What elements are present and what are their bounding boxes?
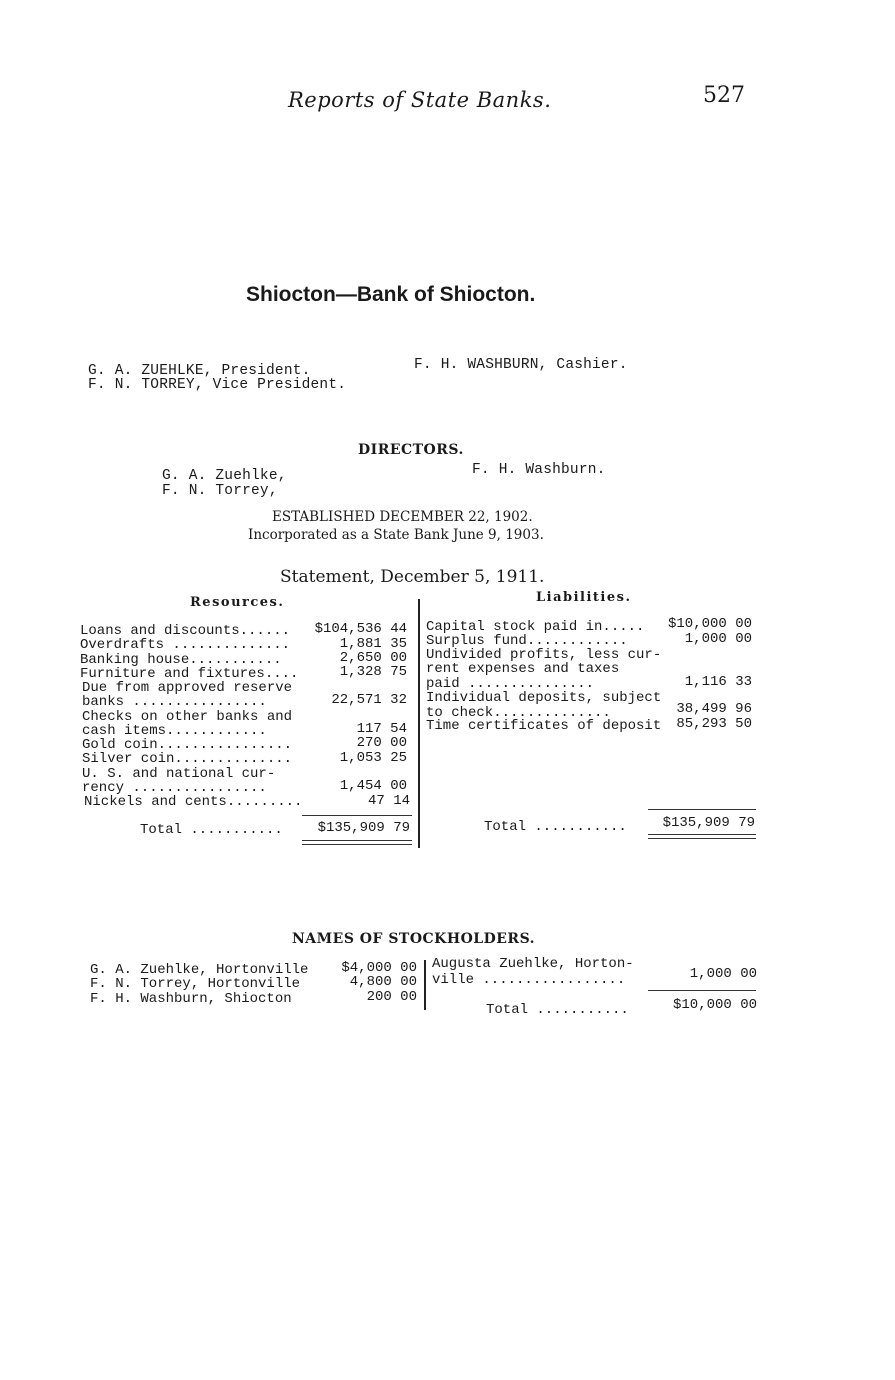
column-divider — [418, 599, 420, 848]
resource-amount: 1,454 00 — [339, 778, 407, 794]
director-name: F. N. Torrey, — [162, 483, 278, 499]
resource-label: Furniture and fixtures.... — [80, 666, 299, 682]
liability-label: Surplus fund............ — [426, 633, 628, 649]
liability-label: Capital stock paid in..... — [426, 619, 645, 635]
total-double-rule — [648, 834, 756, 835]
liabilities-heading: Liabilities. — [536, 590, 632, 605]
liability-label: rent expenses and taxes — [426, 661, 620, 677]
resource-label: rency ................ — [82, 780, 267, 796]
directors-heading: DIRECTORS. — [358, 442, 464, 458]
director-name: F. H. Washburn. — [472, 462, 606, 478]
resource-amount: 1,328 75 — [339, 664, 407, 680]
resource-label: Banking house........... — [80, 652, 282, 668]
resource-amount: $104,536 44 — [314, 621, 407, 637]
resource-label: Checks on other banks and — [82, 709, 293, 725]
statement-heading: Statement, December 5, 1911. — [280, 567, 545, 587]
resources-total-label: Total ........... — [140, 822, 283, 838]
liability-amount: 85,293 50 — [676, 716, 752, 732]
liability-amount: 38,499 96 — [676, 701, 752, 717]
liability-amount: 1,116 33 — [684, 674, 752, 690]
resource-label: cash items............ — [82, 723, 267, 739]
stockholder-amount: 1,000 00 — [689, 966, 757, 982]
stockholder-name: F. N. Torrey, Hortonville — [90, 976, 301, 992]
resource-label: U. S. and national cur- — [82, 766, 276, 782]
stockholder-name: Augusta Zuehlke, Horton- — [432, 956, 634, 972]
total-double-rule — [648, 838, 756, 839]
resource-label: Loans and discounts...... — [80, 623, 291, 639]
established-date: ESTABLISHED DECEMBER 22, 1902. — [272, 509, 533, 525]
resource-amount: 22,571 32 — [331, 692, 407, 708]
page-number: 527 — [703, 83, 745, 108]
stockholders-heading: NAMES OF STOCKHOLDERS. — [292, 931, 536, 947]
incorporated-date: Incorporated as a State Bank June 9, 1903. — [248, 527, 544, 543]
liability-label: Individual deposits, subject — [426, 690, 662, 706]
liability-label: to check.............. — [426, 705, 611, 721]
resource-label: Due from approved reserve — [82, 680, 293, 696]
stockholder-name: ville ................. — [432, 972, 626, 988]
stockholder-amount: 200 00 — [366, 989, 417, 1005]
liabilities-total: $135,909 79 — [662, 815, 755, 831]
liability-amount: $10,000 00 — [667, 616, 752, 632]
president: G. A. ZUEHLKE, President. — [88, 363, 311, 379]
resources-heading: Resources. — [190, 595, 285, 610]
total-double-rule — [302, 840, 412, 841]
stockholders-total-label: Total ........... — [486, 1002, 629, 1018]
running-title: Reports of State Banks. — [288, 88, 552, 112]
total-double-rule — [302, 844, 412, 845]
liability-label: paid ............... — [426, 676, 595, 692]
resource-amount: 117 54 — [356, 721, 407, 737]
stockholder-name: F. H. Washburn, Shiocton — [90, 991, 292, 1007]
total-rule — [648, 990, 756, 991]
total-rule — [302, 815, 412, 816]
director-name: G. A. Zuehlke, — [162, 468, 287, 484]
liability-label: Undivided profits, less cur- — [426, 647, 662, 663]
vice-president: F. N. TORREY, Vice President. — [88, 377, 347, 393]
stockholders-divider — [424, 960, 426, 1010]
stockholder-amount: 4,800 00 — [349, 974, 417, 990]
resource-amount: 270 00 — [356, 735, 407, 751]
page-title: Shiocton—Bank of Shiocton. — [246, 283, 536, 306]
resources-total: $135,909 79 — [317, 820, 410, 836]
stockholder-amount: $4,000 00 — [341, 960, 417, 976]
stockholder-name: G. A. Zuehlke, Hortonville — [90, 962, 309, 978]
stockholders-total: $10,000 00 — [672, 997, 757, 1013]
resource-label: Gold coin................ — [82, 737, 293, 753]
cashier: F. H. WASHBURN, Cashier. — [414, 357, 628, 373]
liability-amount: 1,000 00 — [684, 631, 752, 647]
resource-amount: 1,053 25 — [339, 750, 407, 766]
resource-label: Overdrafts .............. — [80, 637, 291, 653]
resource-amount: 2,650 00 — [339, 650, 407, 666]
total-rule — [648, 809, 756, 810]
liability-label: Time certificates of deposit — [426, 718, 662, 734]
resource-label: Nickels and cents......... — [84, 794, 303, 810]
resource-amount: 1,881 35 — [339, 636, 407, 652]
resource-label: banks ................ — [82, 694, 267, 710]
liabilities-total-label: Total ........... — [484, 819, 627, 835]
resource-amount: 47 14 — [367, 793, 410, 809]
resource-label: Silver coin.............. — [82, 751, 293, 767]
